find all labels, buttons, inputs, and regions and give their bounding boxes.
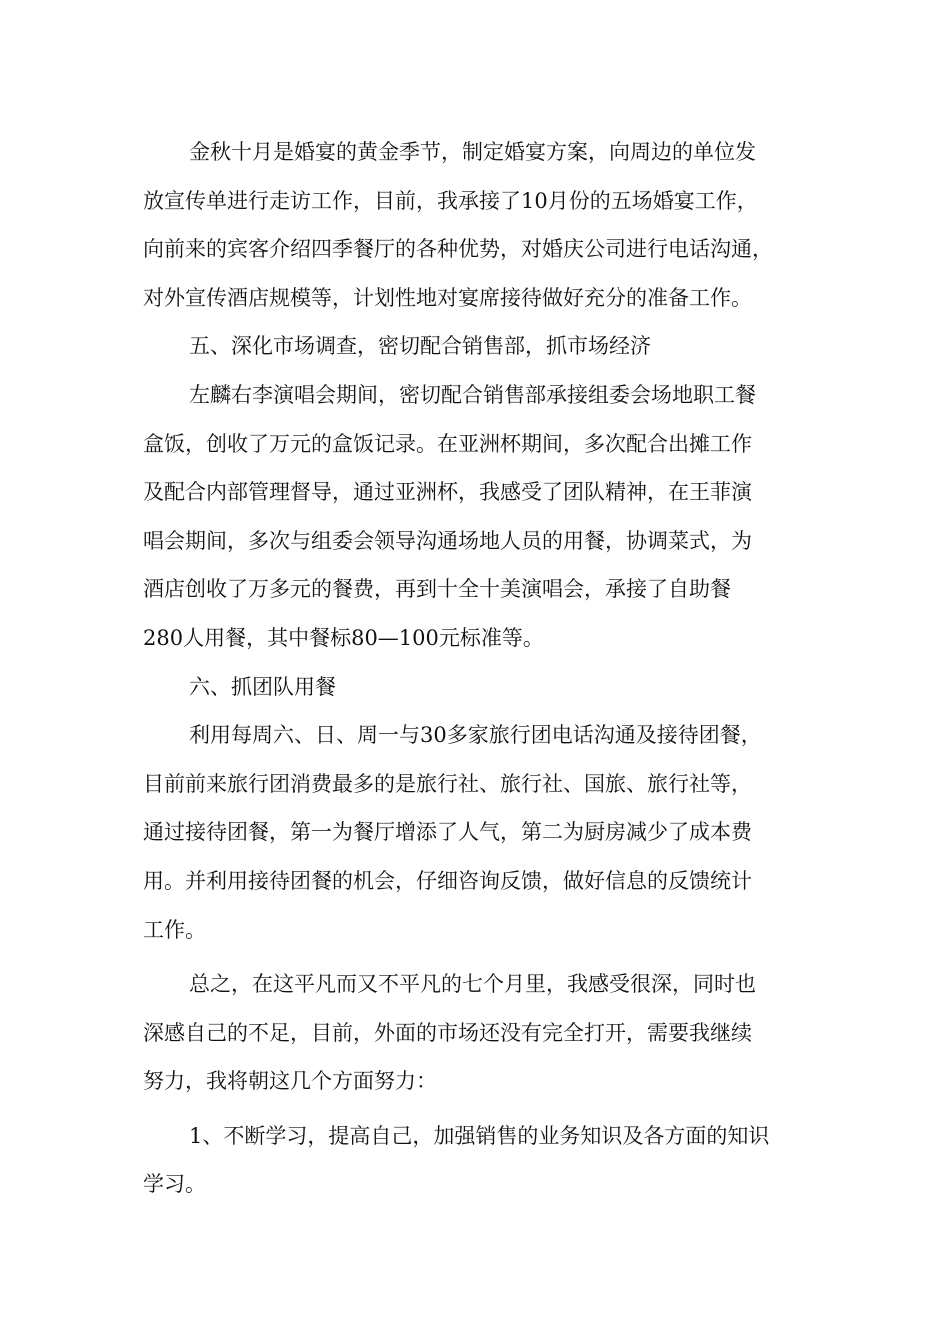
list-item-line: 学习。 [143, 1172, 206, 1197]
list-item-line: 1、不断学习，提高自己，加强销售的业务知识及各方面的知识 [189, 1123, 770, 1148]
paragraph-line: 及配合内部管理督导，通过亚洲杯，我感受了团队精神，在王菲演 [143, 480, 752, 505]
paragraph-line: 通过接待团餐，第一为餐厅增添了人气，第二为厨房减少了成本费 [143, 820, 752, 845]
section-heading: 五、深化市场调查，密切配合销售部，抓市场经济 [189, 334, 651, 359]
paragraph-line: 用。并利用接待团餐的机会，仔细咨询反馈，做好信息的反馈统计 [143, 868, 752, 893]
paragraph-line: 金秋十月是婚宴的黄金季节，制定婚宴方案，向周边的单位发 [189, 140, 756, 164]
section-heading: 六、抓团队用餐 [189, 674, 336, 699]
paragraph-line: 向前来的宾客介绍四季餐厅的各种优势，对婚庆公司进行电话沟通， [143, 237, 773, 262]
paragraph-line: 深感自己的不足，目前，外面的市场还没有完全打开，需要我继续 [143, 1020, 752, 1045]
paragraph-line: 280人用餐，其中餐标80—100元标准等。 [143, 625, 544, 650]
paragraph-line: 利用每周六、日、周一与30多家旅行团电话沟通及接待团餐， [189, 723, 762, 748]
paragraph-line: 放宣传单进行走访工作，目前，我承接了10月份的五场婚宴工作， [143, 188, 758, 213]
paragraph-line: 酒店创收了万多元的餐费，再到十全十美演唱会，承接了自助餐 [143, 577, 731, 602]
paragraph-line: 盒饭，创收了万元的盒饭记录。在亚洲杯期间，多次配合出摊工作 [143, 431, 752, 456]
paragraph-line: 对外宣传酒店规模等，计划性地对宴席接待做好充分的准备工作。 [143, 285, 752, 310]
paragraph-line: 左麟右李演唱会期间，密切配合销售部承接组委会场地职工餐 [189, 382, 756, 407]
paragraph-line: 唱会期间，多次与组委会领导沟通场地人员的用餐，协调菜式，为 [143, 528, 752, 553]
paragraph-line: 总之，在这平凡而又不平凡的七个月里，我感受很深，同时也 [189, 972, 756, 997]
paragraph-line: 目前前来旅行团消费最多的是旅行社、旅行社、国旅、旅行社等， [143, 771, 752, 796]
paragraph-line: 努力，我将朝这几个方面努力： [143, 1069, 437, 1094]
paragraph-line: 工作。 [143, 917, 206, 942]
document-body [143, 128, 833, 1209]
